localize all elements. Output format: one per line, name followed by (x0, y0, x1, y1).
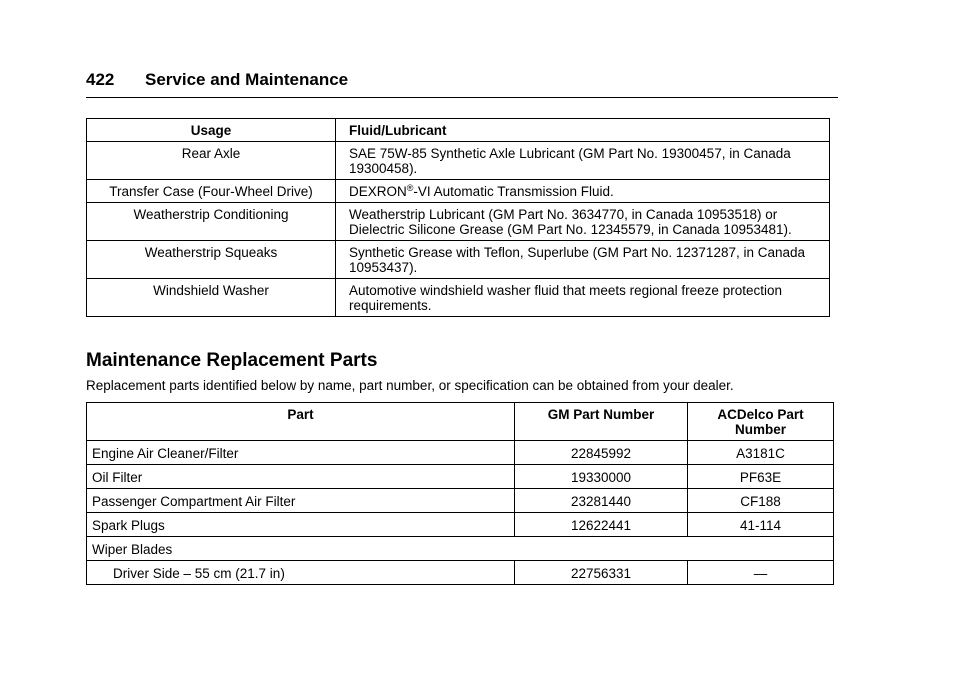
header-part: Part (87, 403, 515, 441)
section-title-header: Service and Maintenance (145, 70, 349, 89)
gm-number-cell: 19330000 (515, 465, 688, 489)
fluid-cell (336, 180, 830, 203)
table-row (87, 489, 834, 513)
table-row (87, 203, 830, 241)
page-header (86, 70, 838, 90)
gm-number-cell: 12622441 (515, 513, 688, 537)
page-number: 422 (86, 70, 115, 89)
acdelco-number-cell: PF63E (688, 465, 834, 489)
table-row (87, 279, 830, 317)
registered-mark: ® (406, 183, 414, 193)
table-row (87, 180, 830, 203)
header-acdelco-part-number: ACDelco Part Number (688, 403, 834, 441)
fluids-table (86, 118, 830, 317)
part-name-cell: Oil Filter (87, 465, 515, 489)
part-name-cell: Spark Plugs (87, 513, 515, 537)
section-intro: Replacement parts identified below by name, part number, or specification can be obtained from your dealer. (86, 378, 734, 393)
usage-cell: Weatherstrip Squeaks (87, 241, 336, 279)
part-name-cell: Driver Side – 55 cm (21.7 in) (87, 561, 515, 585)
table-group-row (87, 537, 834, 561)
table-row (87, 441, 834, 465)
acdelco-number-cell: 41-114 (688, 513, 834, 537)
usage-cell: Transfer Case (Four-Wheel Drive) (87, 180, 336, 203)
acdelco-number-cell: A3181C (688, 441, 834, 465)
header-fluid-lubricant: Fluid/Lubricant (336, 119, 830, 142)
table-row (87, 142, 830, 180)
fluids-header-row (87, 119, 830, 142)
table-row (87, 513, 834, 537)
acdelco-number-cell: — (688, 561, 834, 585)
acdelco-number-cell: CF188 (688, 489, 834, 513)
table-row (87, 465, 834, 489)
gm-number-cell: 23281440 (515, 489, 688, 513)
fluid-brand: DEXRON (349, 184, 407, 199)
fluid-cell: Synthetic Grease with Teflon, Superlube (GM Part No. 12371287, in Canada 10953437). (336, 241, 830, 279)
table-row (87, 561, 834, 585)
part-name-cell: Engine Air Cleaner/Filter (87, 441, 515, 465)
gm-number-cell: 22756331 (515, 561, 688, 585)
header-usage: Usage (87, 119, 336, 142)
usage-cell: Weatherstrip Conditioning (87, 203, 336, 241)
usage-cell: Rear Axle (87, 142, 336, 180)
parts-table (86, 402, 834, 585)
fluid-cell: Automotive windshield washer fluid that meets regional freeze protection requirements. (336, 279, 830, 317)
fluid-cell: SAE 75W-85 Synthetic Axle Lubricant (GM Part No. 19300457, in Canada 19300458). (336, 142, 830, 180)
part-group-cell: Wiper Blades (87, 537, 834, 561)
fluid-cell: Weatherstrip Lubricant (GM Part No. 3634770, in Canada 10953518) or Dielectric Silicone Grease (GM Part No. 12345579, in Canada 10953481). (336, 203, 830, 241)
part-name-cell: Passenger Compartment Air Filter (87, 489, 515, 513)
gm-number-cell: 22845992 (515, 441, 688, 465)
section-heading: Maintenance Replacement Parts (86, 350, 378, 371)
parts-header-row (87, 403, 834, 441)
table-row (87, 241, 830, 279)
header-divider (86, 97, 838, 98)
usage-cell: Windshield Washer (87, 279, 336, 317)
fluid-description: -VI Automatic Transmission Fluid. (413, 184, 614, 199)
header-gm-part-number: GM Part Number (515, 403, 688, 441)
